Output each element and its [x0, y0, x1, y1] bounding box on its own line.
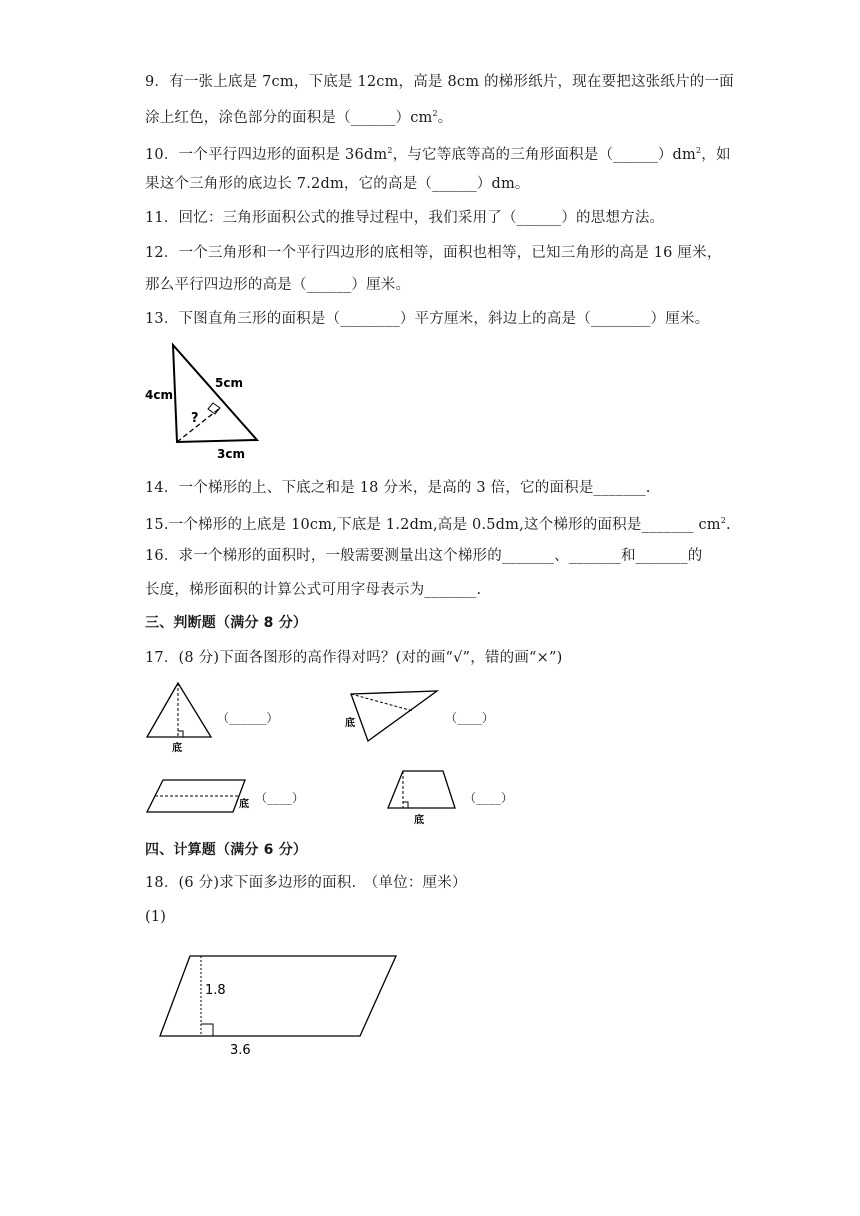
fig-base-label: 3.6	[230, 1043, 251, 1058]
q15-end: .	[726, 516, 731, 533]
fig-c-base-label: 底	[239, 799, 249, 810]
fig-trapezoid	[385, 768, 465, 828]
section3-title: 三、判断题（满分 8 分）	[145, 615, 308, 631]
q17-blank-d: （____）	[464, 791, 514, 805]
q15-line1	[145, 511, 731, 535]
q17-blank-b: （____）	[445, 711, 495, 725]
q10-sup2: 2	[695, 146, 702, 155]
q16-line2: 长度，梯形面积的计算公式可用字母表示为_______.	[145, 582, 482, 598]
fig-bottom-label: 3cm	[217, 447, 245, 461]
q9-line1: 9．有一张上底是 7cm，下底是 12cm，高是 8cm 的梯形纸片，现在要把这张纸片的一面	[145, 74, 734, 90]
fig-b-base-label: 底	[345, 718, 355, 729]
q12-line1: 12．一个三角形和一个平行四边形的底相等，面积也相等，已知三角形的高是 16 厘米，	[145, 245, 722, 261]
right-triangle-figure	[145, 340, 265, 465]
q15-sup: 2	[720, 516, 727, 525]
q10-text-c: ，如	[701, 146, 731, 163]
fig-height-label: 1.8	[205, 983, 226, 998]
fig-isosceles-triangle	[145, 680, 215, 755]
fig-a-base-label: 底	[172, 743, 182, 754]
fig-left-label: 4cm	[145, 388, 173, 402]
fig-d-base-label: 底	[414, 815, 424, 826]
q18-sub1: (1)	[145, 909, 167, 925]
q12-line2: 那么平行四边形的高是（______）厘米。	[145, 277, 411, 293]
section4-title: 四、计算题（满分 6 分）	[145, 842, 308, 858]
q17-line1: 17．(8 分)下面各图形的高作得对吗？(对的画“√”，错的画“×”)	[145, 650, 563, 666]
q18-line1: 18．(6 分)求下面多边形的面积. （单位：厘米）	[145, 875, 467, 891]
fig-obtuse-triangle	[343, 688, 443, 748]
q14-line1: 14．一个梯形的上、下底之和是 18 分米，是高的 3 倍，它的面积是_______.	[145, 480, 651, 496]
q17-blank-a: （______）	[217, 711, 279, 725]
q9-line2	[145, 104, 452, 128]
fig-question-mark: ?	[191, 411, 199, 426]
q10-text-a: 10．一个平行四边形的面积是 36dm	[145, 146, 388, 163]
q11-line1: 11．回忆：三角形面积公式的推导过程中，我们采用了（______）的思想方法。	[145, 210, 665, 226]
q10-line2: 果这个三角形的底边长 7.2dm，它的高是（______）dm。	[145, 176, 530, 192]
q9-end: 。	[437, 109, 453, 126]
fig-hyp-label: 5cm	[215, 376, 243, 390]
q16-line1: 16．求一个梯形的面积时，一般需要测量出这个梯形的_______、_______和_______的	[145, 548, 703, 564]
q15-text: 15.一个梯形的上底是 10cm,下底是 1.2dm,高是 0.5dm,这个梯形的面积是_______ cm	[145, 516, 721, 533]
q17-blank-c: （____）	[255, 791, 305, 805]
fig-parallelogram	[145, 777, 255, 817]
fig-parallelogram-calc	[158, 950, 398, 1060]
q10-sup1: 2	[387, 146, 393, 155]
q13-line1: 13．下图直角三形的面积是（________）平方厘米，斜边上的高是（________）厘米。	[145, 311, 710, 327]
q10-text-b: ，与它等底等高的三角形面积是（______）dm	[392, 146, 696, 163]
q9-text: 涂上红色，涂色部分的面积是（______）cm	[145, 109, 433, 126]
q10-line1	[145, 141, 731, 165]
q9-sup: 2	[432, 109, 438, 118]
